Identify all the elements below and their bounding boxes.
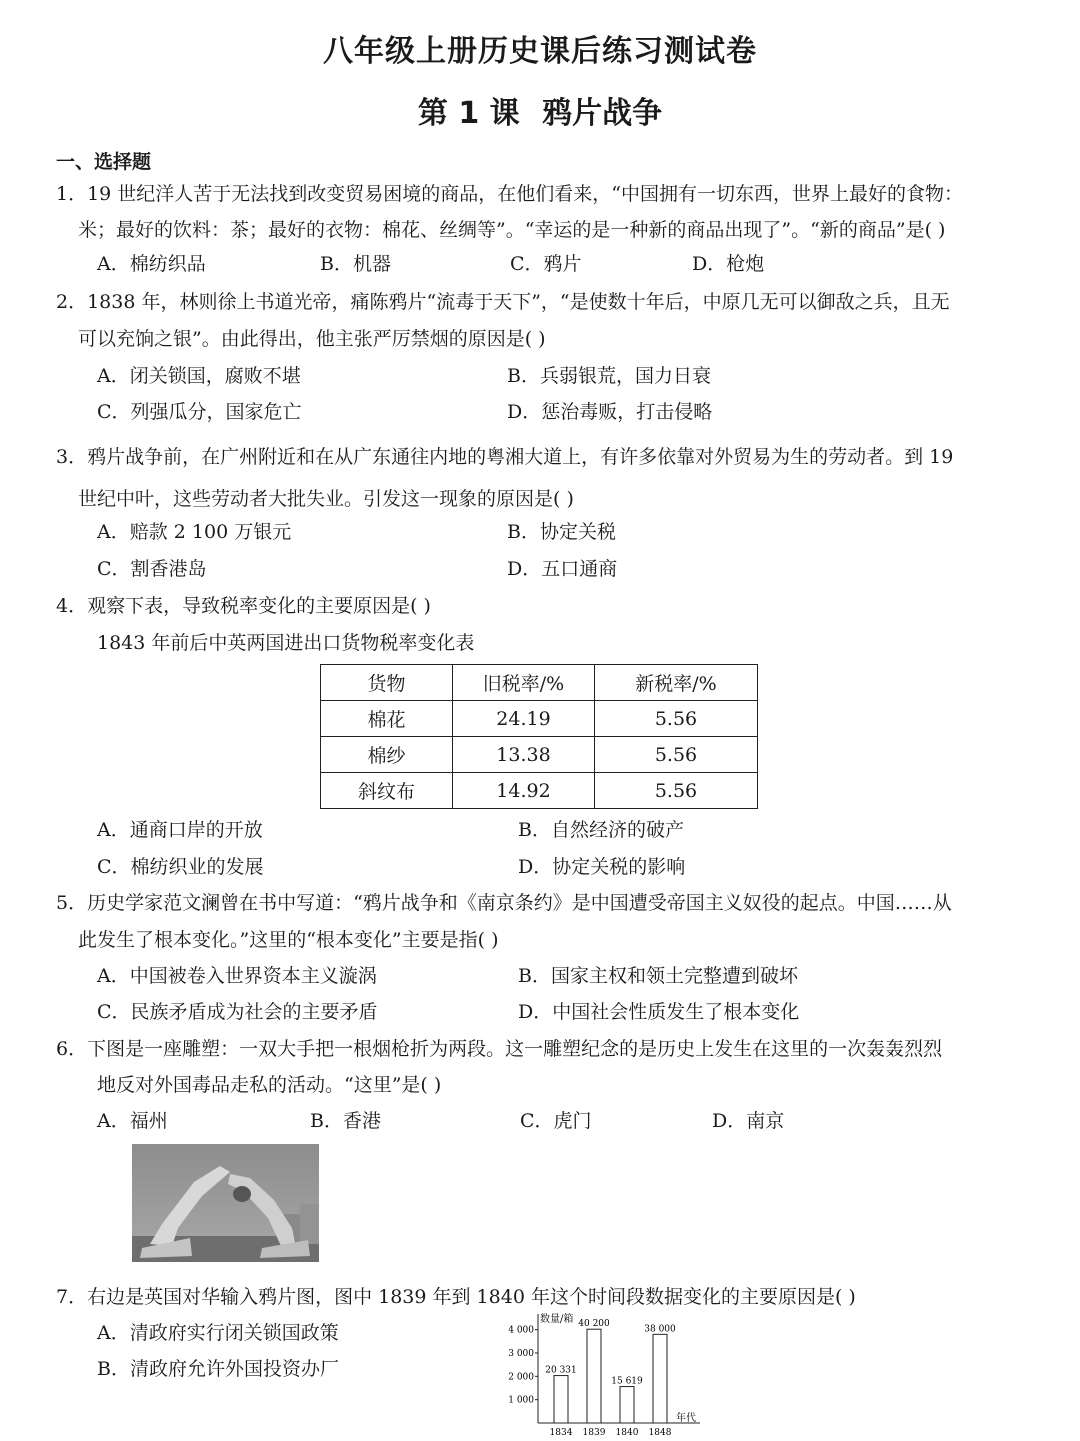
table-cell: 13.38	[453, 737, 595, 773]
q7-option-b: B．清政府允许外国投资办厂	[97, 1358, 339, 1380]
q5-option-b: B．国家主权和领土完整遭到破坏	[518, 965, 798, 987]
q4-option-d: D．协定关税的影响	[518, 856, 686, 878]
q1-option-d: D．枪炮	[692, 253, 765, 275]
q5-line-2: 此发生了根本变化。”这里的“根本变化”主要是指( )	[78, 929, 499, 951]
q4-option-c: C．棉纺织业的发展	[97, 856, 264, 878]
x-tick-label: 1840	[615, 1428, 639, 1438]
q7-option-a: A．清政府实行闭关锁国政策	[97, 1322, 339, 1344]
bar-value-label: 15 619	[611, 1376, 643, 1387]
lesson-number: 第 1 课	[417, 96, 520, 131]
section-heading: 一、选择题	[56, 151, 152, 173]
bar-value-label: 40 200	[578, 1319, 610, 1330]
table-cell: 24.19	[453, 701, 595, 737]
table-caption: 1843 年前后中英两国进出口货物税率变化表	[97, 632, 475, 654]
table-row	[321, 773, 758, 809]
table-cell: 5.56	[595, 701, 758, 737]
q4-option-a: A．通商口岸的开放	[97, 819, 263, 841]
x-axis-label: 年代	[676, 1413, 696, 1424]
y-axis-label: 数量/箱	[540, 1314, 574, 1325]
q6-line-1: 6．下图是一座雕塑：一双大手把一根烟枪折为两段。这一雕塑纪念的是历史上发生在这里的一次轰轰烈烈	[56, 1038, 943, 1060]
table-header-cell: 旧税率/%	[453, 665, 595, 701]
bar	[620, 1387, 634, 1423]
bar	[587, 1329, 601, 1423]
table-row	[321, 701, 758, 737]
table-cell: 5.56	[595, 737, 758, 773]
q4-line-1: 4．观察下表，导致税率变化的主要原因是( )	[56, 595, 431, 617]
table-header-cell: 货物	[321, 665, 453, 701]
table-cell: 棉花	[321, 701, 453, 737]
q5-line-1: 5．历史学家范文澜曾在书中写道：“鸦片战争和《南京条约》是中国遭受帝国主义奴役的起点。中国……从	[56, 892, 952, 914]
q6-option-a: A．福州	[97, 1110, 168, 1132]
tax-rate-table	[320, 664, 758, 809]
y-tick-label: 1 000	[508, 1395, 534, 1406]
q1-line-2: 米；最好的饮料：茶；最好的衣物：棉花、丝绸等”。“幸运的是一种新的商品出现了”。“新的商品”是( )	[78, 219, 946, 241]
page-title: 八年级上册历史课后练习测试卷	[323, 34, 757, 69]
bar	[653, 1334, 667, 1423]
q2-option-c: C．列强瓜分，国家危亡	[97, 401, 302, 423]
opium-import-chart	[500, 1310, 730, 1441]
lesson-name: 鸦片战争	[542, 96, 663, 131]
bar	[554, 1376, 568, 1423]
x-tick-label: 1834	[549, 1428, 573, 1438]
y-tick-label: 4 000	[508, 1325, 534, 1336]
q6-option-b: B．香港	[310, 1110, 381, 1132]
table-row	[321, 737, 758, 773]
y-tick-label: 3 000	[508, 1349, 534, 1359]
q2-line-1: 2．1838 年，林则徐上书道光帝，痛陈鸦片“流毒于天下”，“是使数十年后，中原几无可以御敌之兵，且无	[56, 291, 950, 313]
q5-option-a: A．中国被卷入世界资本主义漩涡	[97, 965, 377, 987]
q6-line-2: 地反对外国毒品走私的活动。“这里”是( )	[97, 1074, 442, 1096]
table-cell: 斜纹布	[321, 773, 453, 809]
q1-option-c: C．鸦片	[510, 253, 582, 275]
bar-value-label: 38 000	[644, 1324, 676, 1335]
q3-option-d: D．五口通商	[507, 558, 618, 580]
q2-line-2: 可以充饷之银”。由此得出，他主张严厉禁烟的原因是( )	[78, 328, 546, 350]
q6-option-d: D．南京	[712, 1110, 785, 1132]
q2-option-b: B．兵弱银荒，国力日衰	[507, 365, 711, 387]
sculpture-photo	[132, 1144, 319, 1262]
q3-line-2: 世纪中叶，这些劳动者大批失业。引发这一现象的原因是( )	[78, 488, 574, 510]
q6-option-c: C．虎门	[520, 1110, 592, 1132]
y-tick-label: 2 000	[508, 1372, 534, 1383]
q2-option-a: A．闭关锁国，腐败不堪	[97, 365, 301, 387]
q1-line-1: 1．19 世纪洋人苦于无法找到改变贸易困境的商品，在他们看来，“中国拥有一切东西，世界上最好的食物：	[56, 183, 964, 205]
q2-option-d: D．惩治毒贩，打击侵略	[507, 401, 713, 423]
table-header-row	[321, 665, 758, 701]
q3-option-b: B．协定关税	[507, 521, 616, 543]
x-tick-label: 1848	[648, 1428, 672, 1438]
q3-option-a: A．赔款 2 100 万银元	[97, 521, 292, 543]
q3-line-1: 3．鸦片战争前，在广州附近和在从广东通往内地的粤湘大道上，有许多依靠对外贸易为生的劳动者。到 19	[56, 446, 954, 468]
table-cell: 棉纱	[321, 737, 453, 773]
table-cell: 5.56	[595, 773, 758, 809]
bar-value-label: 20 331	[545, 1365, 577, 1376]
q5-option-d: D．中国社会性质发生了根本变化	[518, 1001, 800, 1023]
q4-option-b: B．自然经济的破产	[518, 819, 684, 841]
table-header-cell: 新税率/%	[595, 665, 758, 701]
q3-option-c: C．割香港岛	[97, 558, 207, 580]
table-cell: 14.92	[453, 773, 595, 809]
lesson-title	[0, 88, 1080, 132]
q1-option-b: B．机器	[320, 253, 391, 275]
q1-option-a: A．棉纺织品	[97, 253, 206, 275]
q7-line-1: 7．右边是英国对华输入鸦片图，图中 1839 年到 1840 年这个时间段数据变化的主要原因是( )	[56, 1286, 856, 1308]
q5-option-c: C．民族矛盾成为社会的主要矛盾	[97, 1001, 378, 1023]
x-tick-label: 1839	[582, 1428, 606, 1438]
